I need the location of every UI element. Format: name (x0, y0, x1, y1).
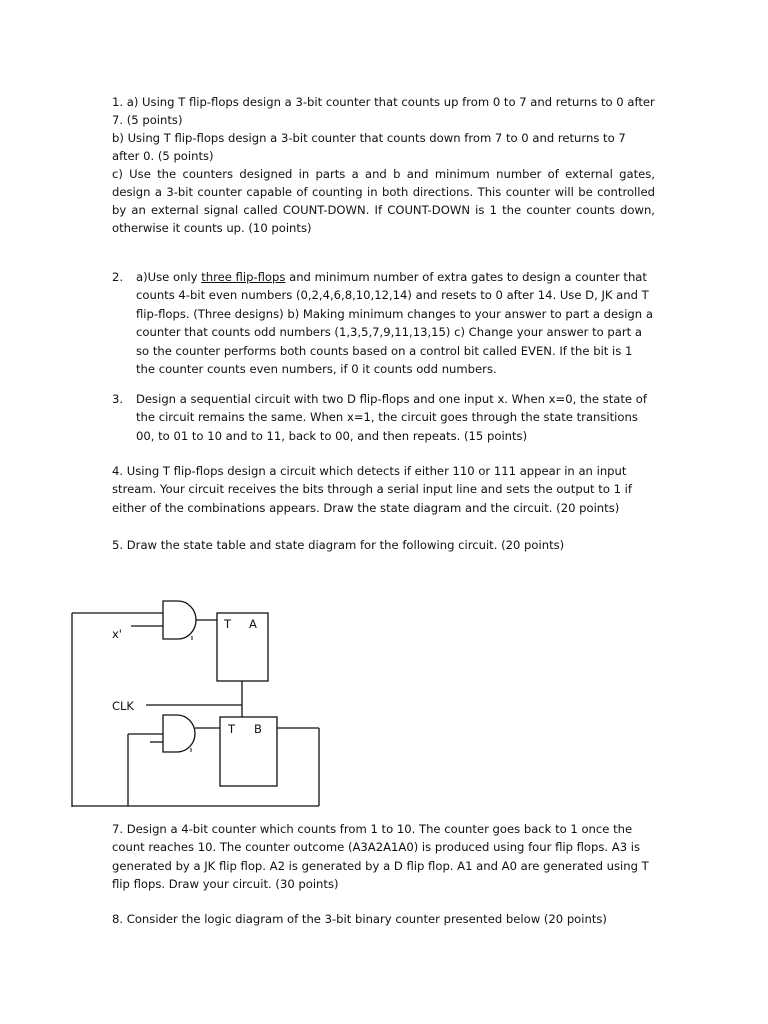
question-7-text: 7. Design a 4-bit counter which counts from 1 to 10. The counter goes back to 1 once the count reaches 10. The counter outcome (A3A2A1A0) is produced using four flip flops. A3 is generated by a JK flip flop. A2 is generated by a D flip flop. A1 and A0 are generated using T flip flops. Draw your circuit. (30 points) (112, 822, 649, 892)
question-1c: c) Use the counters designed in parts a and b and minimum number of external gates, design a 3-bit counter capable of counting in both directions. This counter will be controlled by an external signal called COUNT-DOWN. If COUNT-DOWN is 1 the counter counts down, otherwise it counts up. (10 points) (112, 167, 655, 235)
question-2-number: 2. (112, 270, 124, 284)
question-3-text: Design a sequential circuit with two D flip-flops and one input x. When x=0, the state of the circuit remains the same. When x=1, the circuit goes through the state transitions 00, to 01 to 10 and to 11, back to 00, and then repeats. (15 points) (136, 392, 647, 443)
question-2-post: and minimum number of extra gates to design a counter that counts 4-bit even numbers (0,2,4,6,8,10,12,14) and resets to 0 after 14. Use D, JK and T flip-flops. (Three designs) b) Making minimum changes to your answer to part a design a counter that counts odd numbers (1,3,5,7,9,11,13,15) c) Change your answer to part a so the counter performs both counts based on a control bit called EVEN. If the bit is 1 the counter counts even numbers, if 0 it counts odd numbers. (136, 270, 653, 377)
label-t-b: T (228, 722, 236, 736)
question-1a: 1. a) Using T flip-flops design a 3-bit counter that counts up from 0 to 7 and returns to 0 after 7. (5 points) (112, 95, 655, 127)
question-5-text: 5. Draw the state table and state diagram for the following circuit. (20 points) (112, 538, 565, 552)
and-gate-bottom (163, 715, 195, 752)
question-3-number: 3. (112, 392, 124, 406)
question-2-pre: a)Use only (136, 270, 202, 284)
question-2-underlined: three flip-flops (201, 270, 286, 284)
label-b: B (254, 722, 262, 736)
question-8-text: 8. Consider the logic diagram of the 3-bit binary counter presented below (20 points) (112, 912, 607, 926)
question-1b: b) Using T flip-flops design a 3-bit counter that counts down from 7 to 0 and returns to 7 after 0. (5 points) (112, 131, 626, 163)
label-a: A (249, 617, 257, 631)
question-4-text: 4. Using T flip-flops design a circuit which detects if either 110 or 111 appear in an input stream. Your circuit receives the bits through a serial input line and sets the output to 1 if either of the combinations appears. Draw the state diagram and the circuit. (20 points) (112, 464, 632, 515)
label-x-prime: x' (112, 627, 122, 641)
and-gate-top (163, 601, 196, 639)
label-t-a: T (224, 617, 232, 631)
label-clk: CLK (112, 699, 134, 713)
